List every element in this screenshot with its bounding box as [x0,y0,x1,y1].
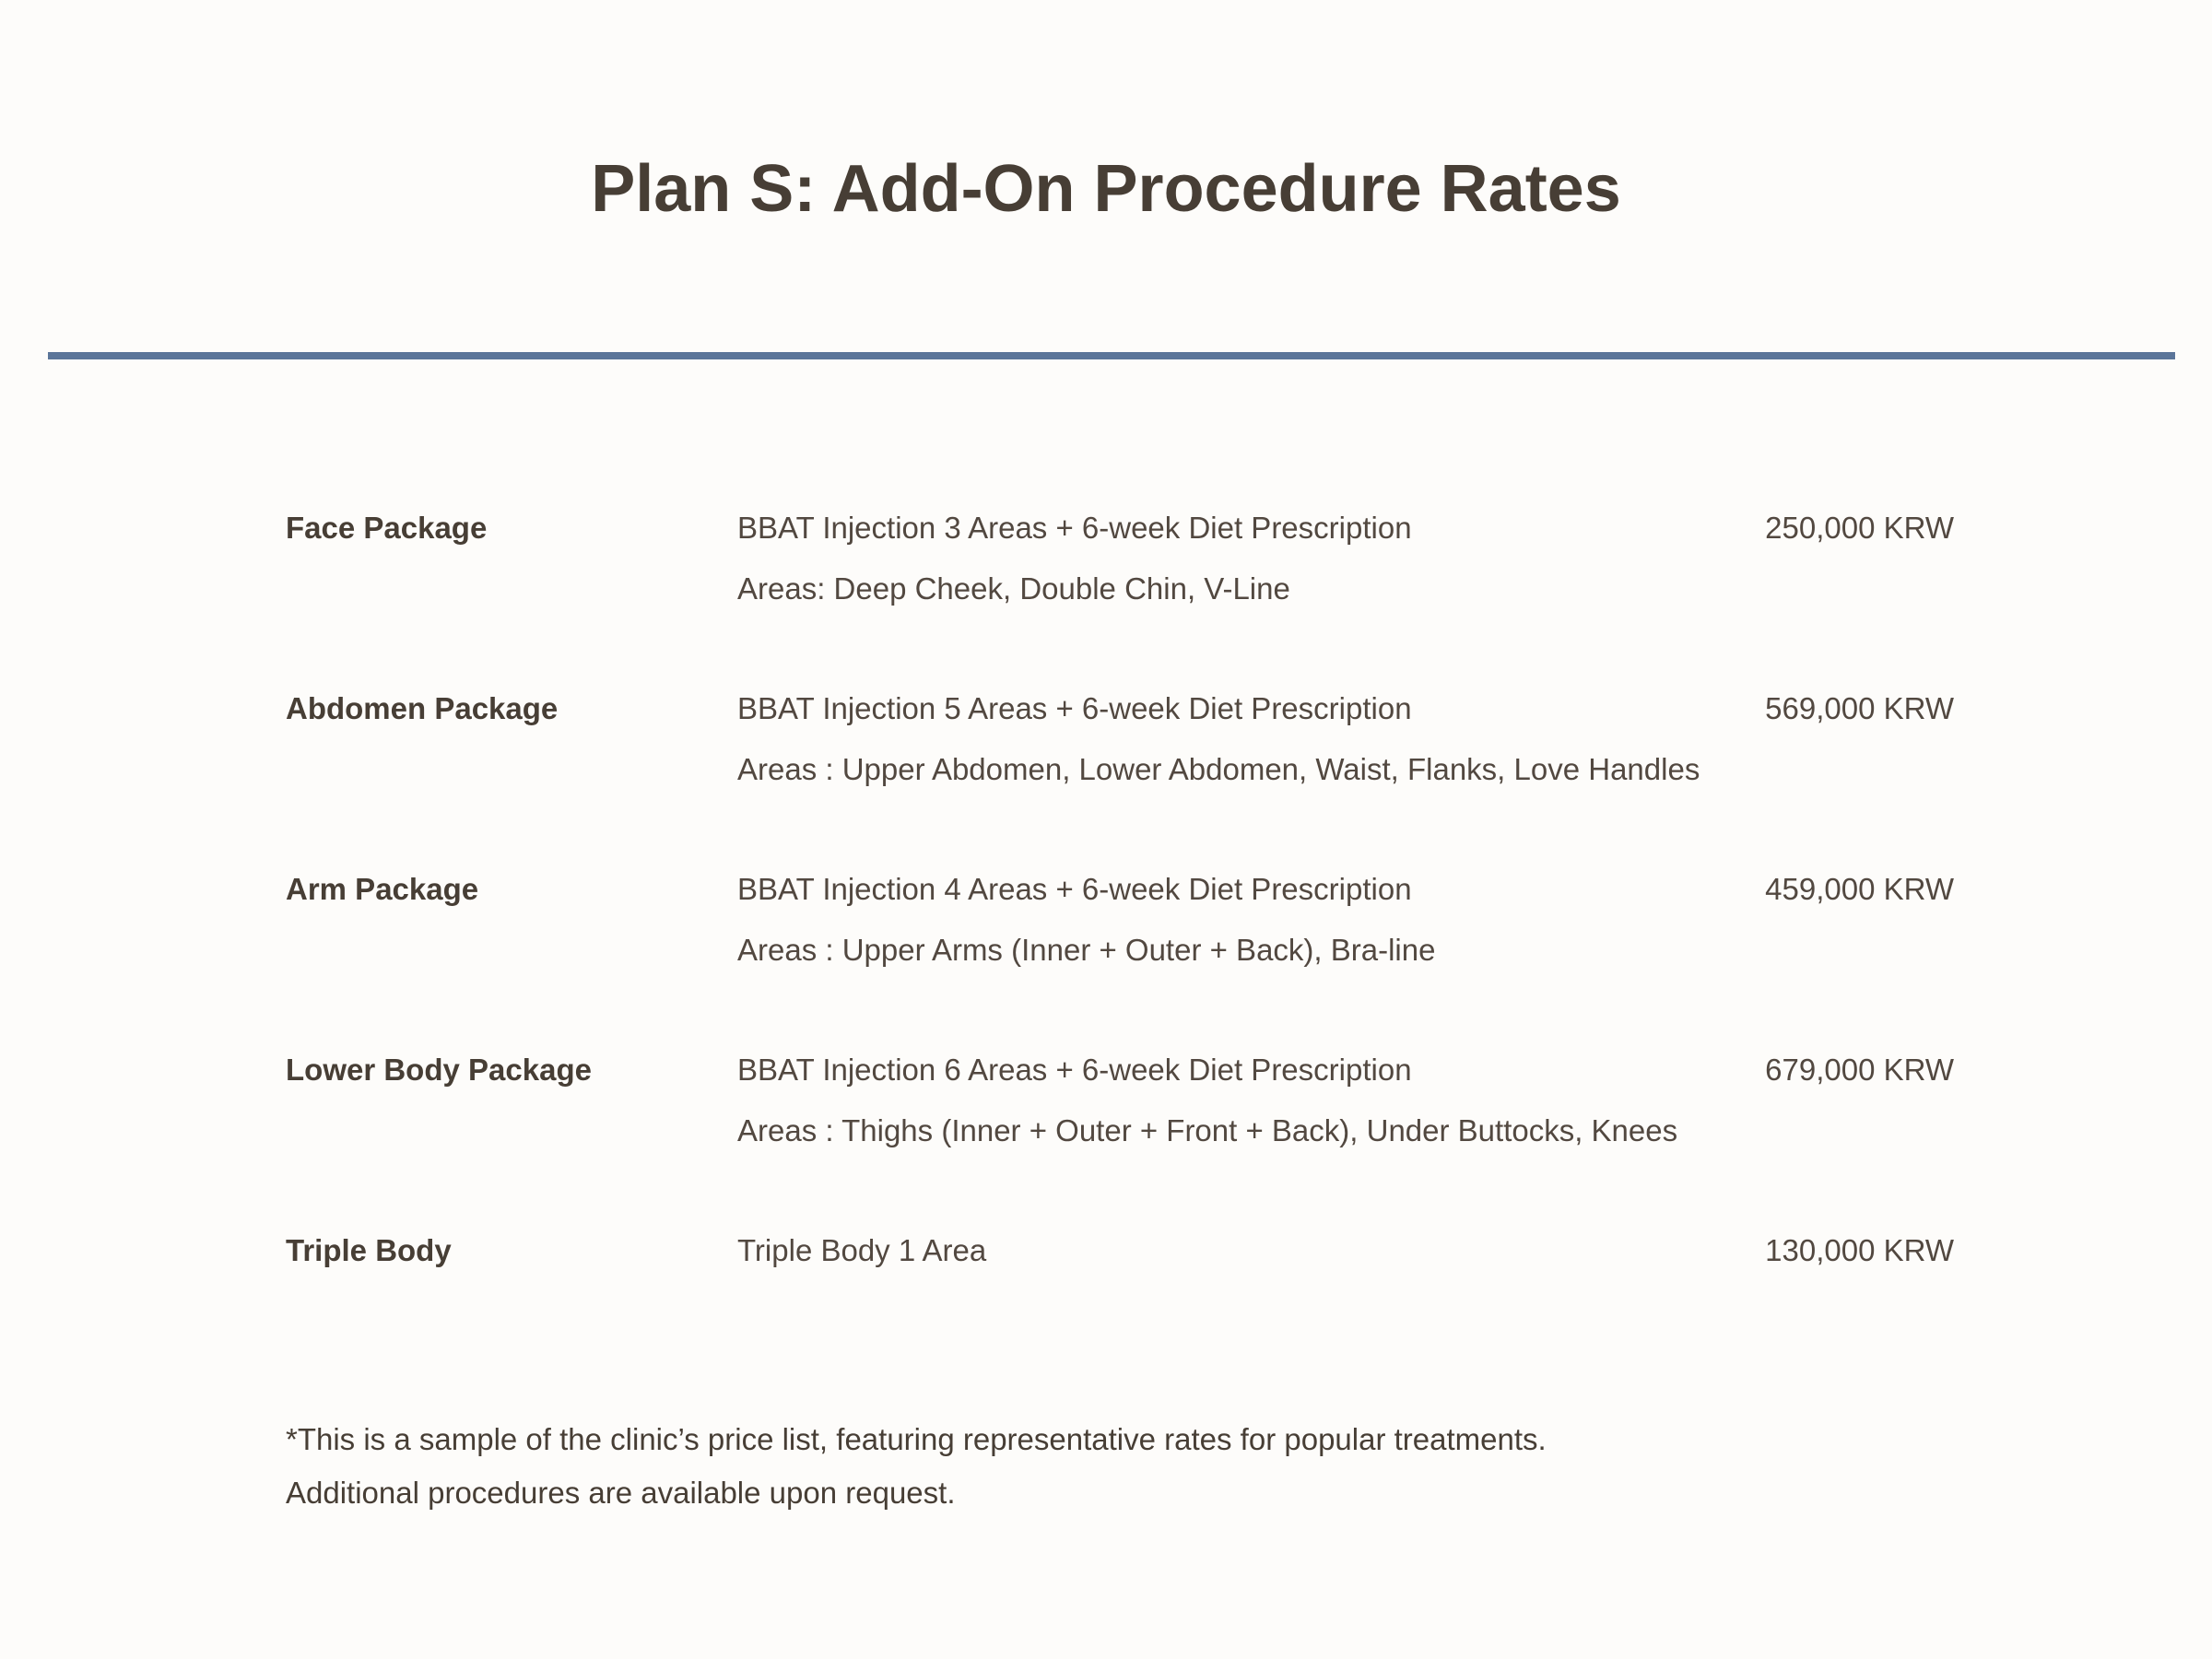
package-price: 459,000 KRW [1765,872,1954,906]
package-name: Triple Body [286,1233,452,1267]
package-areas: Areas : Upper Arms (Inner + Outer + Back), Bra-line [737,933,1436,967]
price-list [286,502,1954,1406]
package-areas: Areas : Upper Abdomen, Lower Abdomen, Waist, Flanks, Love Handles [737,752,1700,786]
price-row-lower-body [286,1044,1954,1225]
package-description: BBAT Injection 3 Areas + 6-week Diet Prescription [737,511,1412,545]
package-name: Face Package [286,511,488,545]
package-name: Lower Body Package [286,1053,592,1087]
package-areas: Areas : Thighs (Inner + Outer + Front + Back), Under Buttocks, Knees [737,1113,1678,1147]
title-divider [48,352,2175,359]
price-row-arm [286,864,1954,1044]
footnote [286,1413,1547,1520]
package-areas: Areas: Deep Cheek, Double Chin, V-Line [737,571,1290,606]
price-row-abdomen [286,683,1954,864]
package-price: 130,000 KRW [1765,1233,1954,1267]
price-row-face [286,502,1954,683]
package-description: BBAT Injection 4 Areas + 6-week Diet Prescription [737,872,1412,906]
package-price: 250,000 KRW [1765,511,1954,545]
footnote-line: *This is a sample of the clinic’s price list, featuring representative rates for popular treatments. [286,1422,1547,1456]
package-name: Abdomen Package [286,691,559,725]
package-description: Triple Body 1 Area [737,1233,987,1267]
footnote-line: Additional procedures are available upon request. [286,1476,956,1510]
price-row-triple-body [286,1225,1954,1406]
package-name: Arm Package [286,872,479,906]
page-title: Plan S: Add-On Procedure Rates [591,152,1621,226]
package-description: BBAT Injection 5 Areas + 6-week Diet Prescription [737,691,1412,725]
package-price: 679,000 KRW [1765,1053,1954,1087]
package-description: BBAT Injection 6 Areas + 6-week Diet Prescription [737,1053,1412,1087]
package-price: 569,000 KRW [1765,691,1954,725]
